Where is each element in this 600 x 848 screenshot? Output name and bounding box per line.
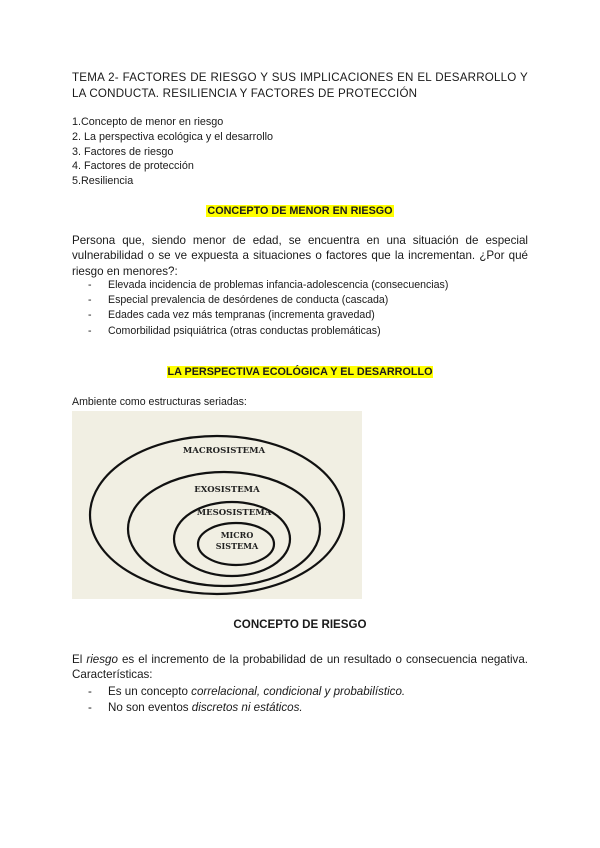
diagram-background bbox=[72, 411, 362, 599]
section3-paragraph bbox=[72, 652, 528, 683]
ecological-systems-diagram bbox=[72, 411, 362, 599]
exosystem-label: EXOSISTEMA bbox=[194, 485, 260, 495]
list-item bbox=[88, 293, 448, 308]
section1-bullet-list bbox=[88, 278, 448, 339]
section2-intro: Ambiente como estructuras seriadas: bbox=[72, 396, 247, 408]
bullet-dash: - bbox=[88, 309, 92, 322]
section-heading-concepto-riesgo: CONCEPTO DE RIESGO bbox=[233, 618, 367, 631]
list-item bbox=[88, 684, 405, 700]
list-item-text: Comorbilidad psiquiátrica (otras conductas problemáticas) bbox=[108, 324, 381, 337]
bullet-dash: - bbox=[88, 700, 92, 714]
list-item-italic-text: discretos ni estáticos. bbox=[191, 700, 303, 714]
toc-item: 5.Resiliencia bbox=[72, 175, 134, 188]
paragraph-italic-term: riesgo bbox=[86, 653, 118, 666]
heading-text: LA PERSPECTIVA ECOLÓGICA Y EL DESARROLLO bbox=[167, 366, 433, 378]
bullet-dash: - bbox=[88, 685, 92, 698]
document-title: TEMA 2- FACTORES DE RIESGO Y SUS IMPLICACIONES EN EL DESARROLLO Y LA CONDUCTA. RESILIENCIA Y FACTORES DE PROTECCIÓN bbox=[72, 71, 528, 100]
bullet-dash: - bbox=[88, 279, 92, 291]
list-item bbox=[88, 700, 405, 716]
toc-item: 4. Factores de protección bbox=[72, 160, 194, 173]
bullet-dash: - bbox=[88, 324, 92, 337]
heading-text: CONCEPTO DE MENOR EN RIESGO bbox=[207, 205, 393, 217]
microsystem-label-line1: MICRO bbox=[220, 530, 254, 540]
section3-bullet-list bbox=[88, 684, 405, 715]
list-item-text: Elevada incidencia de problemas infancia-adolescencia (consecuencias) bbox=[108, 279, 449, 291]
list-item-italic-text: correlacional, condicional y probabilístico. bbox=[191, 685, 406, 698]
list-item-text: Especial prevalencia de desórdenes de conducta (cascada) bbox=[108, 294, 389, 307]
list-item bbox=[88, 308, 448, 323]
toc-item: 3. Factores de riesgo bbox=[72, 145, 174, 158]
section-heading-perspectiva-ecologica bbox=[0, 366, 600, 378]
section1-paragraph: Persona que, siendo menor de edad, se encuentra en una situación de especial vulnerabilidad o se ve expuesta a situaciones o factores que la incrementan. ¿Por qué riesgo en menores?: bbox=[72, 234, 528, 278]
paragraph-text: El bbox=[72, 653, 87, 666]
list-item bbox=[88, 278, 448, 293]
macrosystem-label: MACROSISTEMA bbox=[182, 446, 266, 456]
bullet-dash: - bbox=[88, 294, 92, 307]
list-item bbox=[88, 324, 448, 339]
toc-item: 2. La perspectiva ecológica y el desarrollo bbox=[72, 130, 274, 143]
toc-item: 1.Concepto de menor en riesgo bbox=[72, 116, 224, 128]
list-item-text: Es un concepto bbox=[108, 685, 192, 698]
section-heading-menor-riesgo bbox=[0, 205, 600, 217]
paragraph-text: es el incremento de la probabilidad de un resultado o consecuencia negativa. Características: bbox=[72, 653, 528, 682]
list-item-text: Edades cada vez más tempranas (incrementa gravedad) bbox=[108, 309, 375, 322]
table-of-contents bbox=[72, 115, 273, 189]
list-item-text: No son eventos bbox=[108, 700, 192, 714]
mesosystem-label: MESOSISTEMA bbox=[196, 508, 272, 518]
microsystem-label-line2: SISTEMA bbox=[215, 541, 259, 551]
